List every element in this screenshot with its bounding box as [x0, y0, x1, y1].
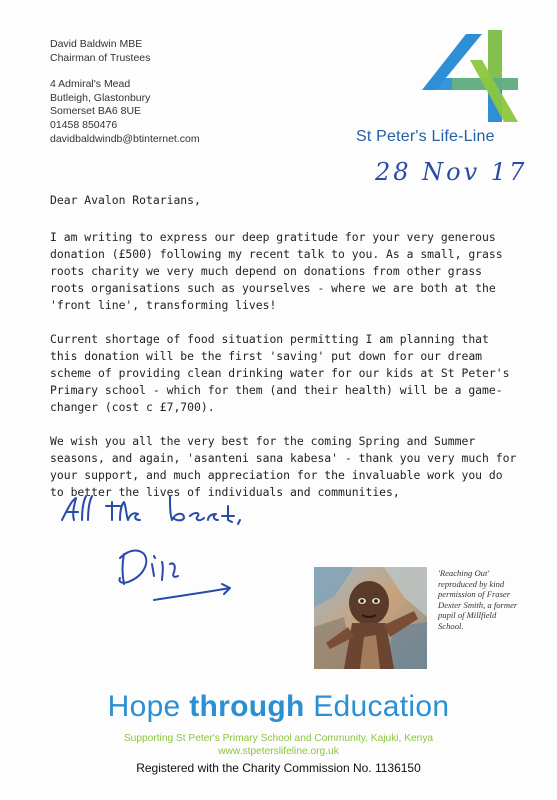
letterhead-footer — [0, 688, 557, 776]
artwork-title: 'Reaching Out' — [438, 568, 490, 578]
salutation: Dear Avalon Rotarians, — [50, 193, 201, 207]
artwork-credit — [438, 568, 518, 632]
sender-title: Chairman of Trustees — [50, 51, 151, 64]
address-line-1: 4 Admiral's Mead — [50, 78, 131, 91]
address-line-3: Somerset BA6 8UE — [50, 105, 142, 118]
letter-body — [50, 192, 520, 518]
sender-phone: 01458 850476 — [50, 118, 118, 131]
footer-slogan — [0, 688, 557, 726]
slogan-part-2: through — [189, 690, 305, 723]
sender-address-block — [50, 38, 200, 146]
support-line: Supporting St Peter's Primary School and Community, Kajuki, Kenya — [123, 733, 434, 744]
handwritten-signoff — [58, 492, 278, 610]
address-line-2: Butleigh, Glastonbury — [50, 91, 151, 104]
website-url: www.stpeterslifeline.org.uk — [218, 746, 339, 757]
paragraph-3: We wish you all the very best for the coming Spring and Summer seasons, and again, 'asanteni sana kabesa' - thank you very much for your support, and much appreciation for the invaluable work you do to better the lives of individuals and communities, — [50, 434, 517, 499]
charity-registration: Registered with the Charity Commission No. 1136150 — [136, 761, 421, 775]
spacer — [50, 65, 200, 78]
sender-name: David Baldwin MBE — [50, 38, 143, 50]
reaching-out-painting — [314, 567, 427, 669]
paragraph-1: I am writing to express our deep gratitude for your very generous donation (£500) following my recent talk to you. As a small, grass roots charity we very much depend on donations from other grass roots organisations such as yourselves - where we are both at the 'front line', transforming lives! — [50, 230, 503, 312]
handwritten-date: 28 Nov 17 — [375, 158, 528, 186]
paragraph-2: Current shortage of food situation permitting I am planning that this donation will be the first 'saving' put down for our dream scheme of providing clean drinking water for our kids at St Peter's Primary school - which for them (and their health) will be a game-changer (cost c £7,700). — [50, 332, 510, 414]
artwork-credit-text: reproduced by kind permission of Fraser Dexter Smith, a former pupil of Millfield School. — [438, 578, 518, 631]
slogan-part-1: Hope — [107, 690, 190, 723]
sender-email: davidbaldwindb@btinternet.com — [50, 132, 200, 145]
four-logo — [422, 30, 520, 122]
slogan-part-3: Education — [304, 690, 450, 723]
organisation-name: St Peter's Life-Line — [356, 128, 495, 145]
